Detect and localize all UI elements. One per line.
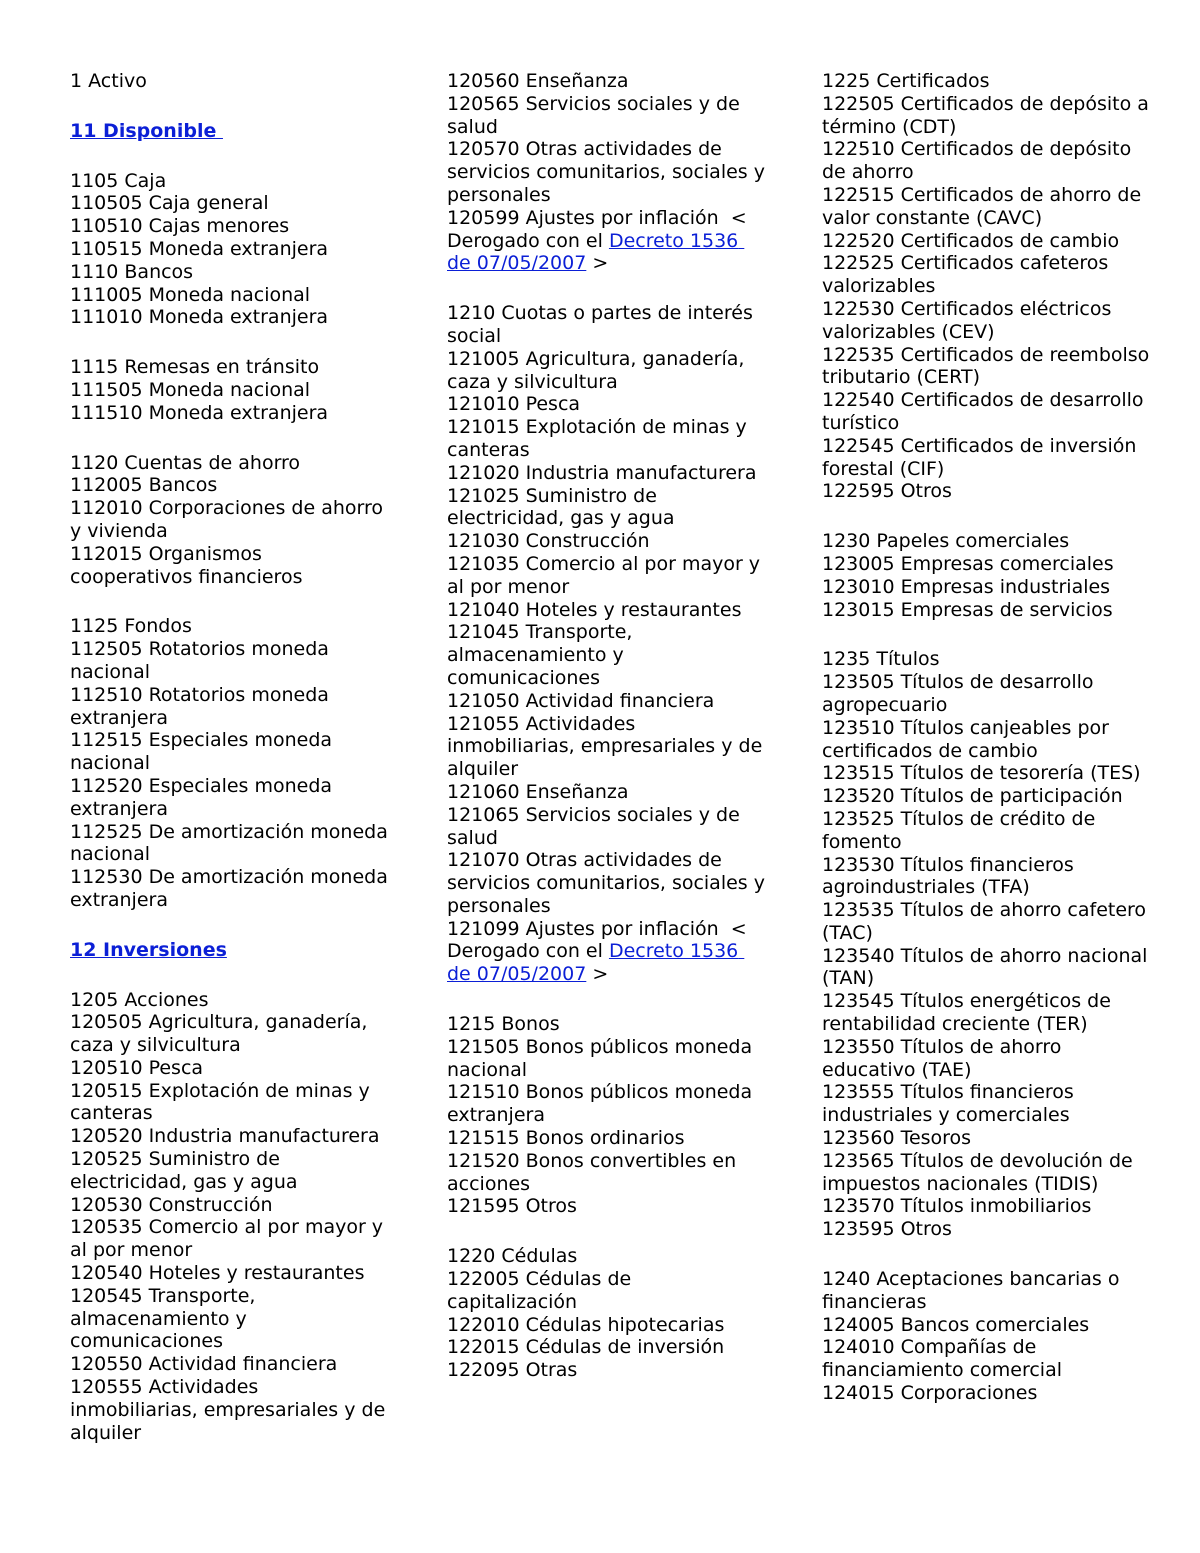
account-group — [70, 170, 390, 330]
account-line: 121020 Industria manufacturera — [447, 461, 757, 484]
account-line: 1210 Cuotas o partes de interés social — [447, 302, 759, 347]
account-line: 123515 Títulos de tesorería (TES) — [822, 762, 1141, 785]
account-line: 122015 Cédulas de inversión — [447, 1336, 725, 1359]
account-line: 123510 Títulos canjeables por certificados de cambio — [822, 716, 1116, 762]
spacer — [70, 912, 390, 939]
account-group — [447, 70, 772, 275]
column-1 — [70, 70, 394, 1444]
account-line: 110515 Moneda extranjera — [70, 237, 329, 260]
account-group — [70, 989, 390, 1445]
account-line: 120520 Industria manufacturera — [70, 1125, 380, 1148]
account-line: 123010 Empresas industriales — [822, 575, 1111, 598]
account-line: 121510 Bonos públicos moneda extranjera — [447, 1081, 759, 1127]
account-line: 120570 Otras actividades de servicios comunitarios, sociales y personales — [447, 138, 772, 206]
account-line: 112505 Rotatorios moneda nacional — [70, 638, 335, 683]
account-line: 123560 Tesoros — [822, 1127, 972, 1150]
account-line: 121055 Actividades inmobiliarias, empresariales y de alquiler — [447, 712, 769, 781]
account-line: 121060 Enseñanza — [447, 780, 629, 803]
account-line: 120505 Agricultura, ganadería, caza y silvicultura — [70, 1011, 374, 1057]
spacer — [822, 1241, 1152, 1268]
account-line: 111010 Moneda extranjera — [70, 306, 329, 329]
account-line: 122505 Certificados de depósito a término (CDT) — [822, 92, 1155, 138]
account-line: 120525 Suministro de electricidad, gas y agua — [70, 1148, 298, 1193]
account-line: 111505 Moneda nacional — [70, 378, 311, 401]
account-line: 1105 Caja — [70, 169, 167, 192]
account-line: 120555 Actividades inmobiliarias, empresariales y de alquiler — [70, 1376, 392, 1444]
account-group — [447, 302, 772, 986]
account-line: 121065 Servicios sociales y de salud — [447, 803, 746, 849]
spacer — [70, 143, 390, 170]
account-group — [822, 70, 1156, 503]
account-line: 121520 Bonos convertibles en acciones — [447, 1149, 743, 1195]
account-line: 1205 Acciones — [70, 988, 209, 1011]
account-line: 110510 Cajas menores — [70, 215, 290, 238]
account-line: 111005 Moneda nacional — [70, 283, 311, 306]
account-line: 123530 Títulos financieros agroindustriales (TFA) — [822, 853, 1080, 899]
account-line: 1230 Papeles comerciales — [822, 530, 1070, 553]
account-line: 123505 Títulos de desarrollo agropecuario — [822, 671, 1100, 716]
account-line: 122595 Otros — [822, 480, 952, 503]
account-line: 122095 Otras — [447, 1359, 578, 1382]
account-line: 123535 Títulos de ahorro cafetero (TAC) — [822, 899, 1153, 944]
spacer — [70, 588, 390, 615]
account-line: 1115 Remesas en tránsito — [70, 356, 320, 379]
inversiones-link[interactable]: 12 Inversiones — [70, 938, 227, 961]
account-group — [822, 530, 1152, 621]
derogated-line — [447, 918, 765, 986]
account-line: 123555 Títulos financieros industriales y comerciales — [822, 1081, 1080, 1127]
account-line: 112530 De amortización moneda extranjera — [70, 866, 394, 911]
account-line: 123550 Títulos de ahorro educativo (TAE) — [822, 1035, 1068, 1081]
spacer — [70, 93, 390, 120]
column-2 — [447, 70, 772, 1382]
account-line: 120510 Pesca — [70, 1056, 204, 1079]
account-line: 112520 Especiales moneda extranjera — [70, 774, 339, 820]
account-line: 120550 Actividad financiera — [70, 1353, 338, 1376]
account-line: 121010 Pesca — [447, 393, 581, 416]
account-line: 121045 Transporte, almacenamiento y comunicaciones — [447, 621, 639, 689]
spacer — [447, 275, 765, 302]
account-line: 122515 Certificados de ahorro de valor constante (CAVC) — [822, 183, 1148, 229]
account-line: 121515 Bonos ordinarios — [447, 1127, 685, 1150]
account-line: 123520 Títulos de participación — [822, 785, 1123, 808]
account-line: 120540 Hoteles y restaurantes — [70, 1262, 365, 1285]
section-title: 1 Activo — [70, 70, 147, 92]
account-line: 124005 Bancos comerciales — [822, 1313, 1090, 1336]
decree-link[interactable]: Decreto 1536 de 07/05/2007 — [447, 229, 745, 275]
spacer — [447, 986, 765, 1013]
account-line: 112010 Corporaciones de ahorro y vivienda — [70, 497, 390, 542]
account-line: 112015 Organismos cooperativos financieros — [70, 542, 303, 588]
closing-bracket: > — [586, 963, 609, 986]
account-group — [822, 648, 1152, 1241]
account-line: 122005 Cédulas de capitalización — [447, 1268, 638, 1313]
account-line: 122525 Certificados cafeteros valorizables — [822, 252, 1115, 298]
account-line: 123005 Empresas comerciales — [822, 552, 1114, 575]
account-line: 121035 Comercio al por mayor y al por menor — [447, 552, 767, 598]
account-line: 112515 Especiales moneda nacional — [70, 729, 339, 775]
account-group — [447, 1245, 765, 1382]
account-line: 121050 Actividad financiera — [447, 689, 715, 712]
account-line: 122535 Certificados de reembolso tributario (CERT) — [822, 343, 1156, 389]
account-line: 121070 Otras actividades de servicios comunitarios, sociales y personales — [447, 849, 772, 917]
account-line: 1110 Bancos — [70, 260, 194, 283]
account-line: 1240 Aceptaciones bancarias o financieras — [822, 1268, 1126, 1313]
account-line: 120560 Enseñanza — [447, 70, 629, 92]
account-line: 122545 Certificados de inversión forestal (CIF) — [822, 434, 1143, 480]
account-line: 112005 Bancos — [70, 474, 218, 497]
account-line: 122510 Certificados de depósito de ahorro — [822, 138, 1138, 184]
account-line: 123540 Títulos de ahorro nacional (TAN) — [822, 944, 1154, 990]
account-line: 121015 Explotación de minas y canteras — [447, 416, 753, 461]
account-group — [70, 615, 394, 911]
spacer — [70, 425, 390, 452]
account-line: 123545 Títulos energéticos de rentabilidad creciente (TER) — [822, 990, 1117, 1036]
account-line: 120515 Explotación de minas y canteras — [70, 1079, 376, 1125]
account-line: 121505 Bonos públicos moneda nacional — [447, 1035, 759, 1081]
decree-link[interactable]: Decreto 1536 de 07/05/2007 — [447, 940, 745, 986]
account-line: 121595 Otros — [447, 1195, 577, 1218]
account-line: 111510 Moneda extranjera — [70, 401, 329, 424]
account-line: 123570 Títulos inmobiliarios — [822, 1195, 1092, 1218]
account-line: 123525 Títulos de crédito de fomento — [822, 807, 1102, 853]
account-line: 121025 Suministro de electricidad, gas y agua — [447, 484, 675, 530]
account-line: 1120 Cuentas de ahorro — [70, 451, 301, 474]
account-group — [447, 1013, 765, 1218]
account-line: 124010 Compañías de financiamiento comercial — [822, 1336, 1063, 1382]
account-line: 120565 Servicios sociales y de salud — [447, 92, 746, 138]
account-line: 124015 Corporaciones — [822, 1382, 1038, 1405]
account-line: 122540 Certificados de desarrollo turístico — [822, 389, 1150, 434]
spacer — [70, 962, 390, 989]
account-line: 1225 Certificados — [822, 70, 990, 92]
account-line: 123595 Otros — [822, 1218, 952, 1241]
spacer — [822, 503, 1152, 530]
account-line: 122520 Certificados de cambio — [822, 229, 1120, 252]
account-line: 120545 Transporte, almacenamiento y comunicaciones — [70, 1284, 262, 1353]
account-line: 1235 Títulos — [822, 648, 940, 671]
spacer — [447, 1218, 765, 1245]
account-group — [70, 452, 390, 589]
account-line: 1215 Bonos — [447, 1013, 560, 1036]
account-line: 123015 Empresas de servicios — [822, 598, 1113, 621]
account-line: 121040 Hoteles y restaurantes — [447, 598, 742, 621]
account-line: 121005 Agricultura, ganadería, caza y silvicultura — [447, 347, 751, 393]
spacer — [70, 329, 390, 356]
account-line: 122010 Cédulas hipotecarias — [447, 1313, 725, 1336]
account-group — [822, 1268, 1152, 1405]
account-line: 112510 Rotatorios moneda extranjera — [70, 683, 335, 729]
spacer — [822, 621, 1152, 648]
account-group — [70, 356, 390, 424]
account-line: 120530 Construcción — [70, 1193, 273, 1216]
account-text: 120599 Ajustes por inflación < Derogado con el — [447, 206, 753, 252]
column-3 — [822, 70, 1156, 1405]
account-line: 112525 De amortización moneda nacional — [70, 820, 394, 866]
account-line: 121030 Construcción — [447, 530, 650, 553]
account-line: 120535 Comercio al por mayor y al por menor — [70, 1216, 390, 1262]
disponible-link[interactable]: 11 Disponible — [70, 119, 223, 142]
account-line: 1220 Cédulas — [447, 1245, 578, 1268]
account-line: 110505 Caja general — [70, 192, 269, 215]
account-text: 121099 Ajustes por inflación < Derogado con el — [447, 917, 753, 963]
derogated-line — [447, 207, 765, 275]
account-line: 123565 Títulos de devolución de impuestos nacionales (TIDIS) — [822, 1149, 1139, 1195]
account-line: 1125 Fondos — [70, 615, 192, 638]
closing-bracket: > — [586, 252, 609, 275]
account-line: 122530 Certificados eléctricos valorizables (CEV) — [822, 297, 1118, 343]
